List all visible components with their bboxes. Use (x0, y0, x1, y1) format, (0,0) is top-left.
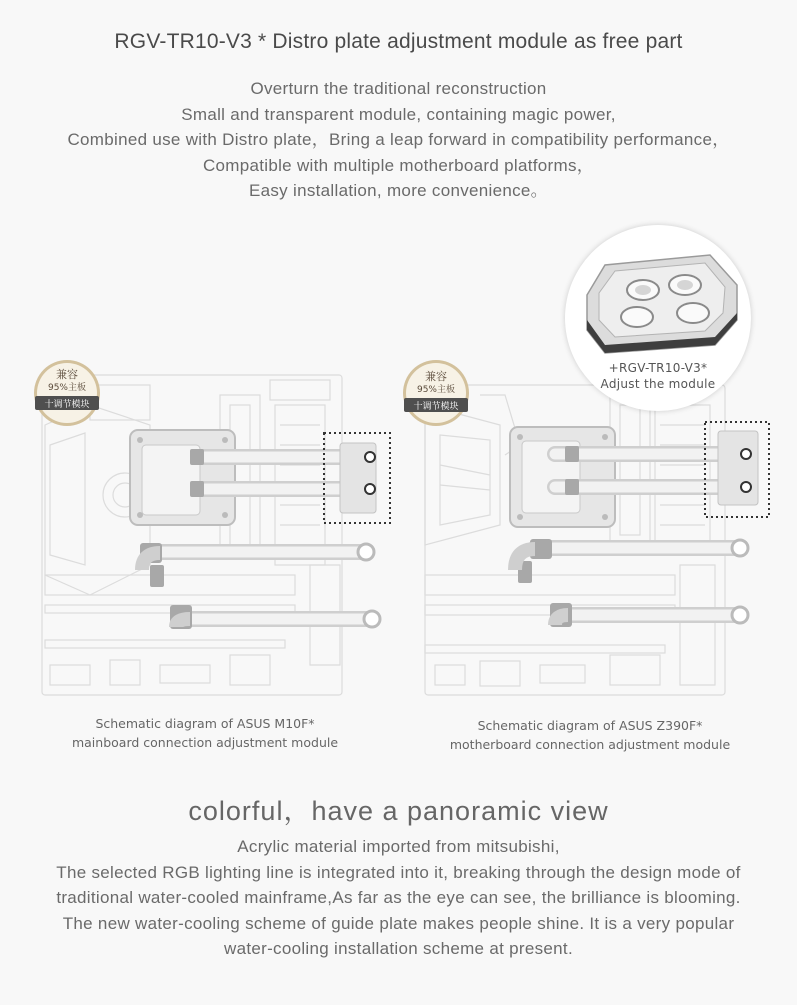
badge-line1: 兼容 (425, 370, 447, 383)
section-body (0, 834, 797, 962)
badge-line1: 兼容 (56, 368, 78, 381)
intro-line: Overturn the traditional reconstruction (250, 79, 547, 98)
callout-model: +RGV-TR10-V3* (608, 361, 708, 375)
badge-line2: 95%主板 (47, 383, 86, 393)
caption-line: Schematic diagram of ASUS Z390F* (477, 718, 703, 733)
body-line: water-cooling installation scheme at present. (224, 939, 573, 958)
left-diagram-caption (20, 714, 390, 752)
body-line: Acrylic material imported from mitsubishi, (237, 837, 560, 856)
intro-text (0, 76, 797, 204)
intro-line: Combined use with Distro plate，Bring a leap forward in compatibility performance， (67, 130, 730, 149)
caption-line: mainboard connection adjustment module (71, 735, 339, 750)
compatibility-badge-right (401, 358, 471, 428)
body-line: traditional water-cooled mainframe,As far as the eye can see, the brilliance is blooming. (56, 888, 741, 907)
badge-line3: 十调节模块 (413, 402, 459, 412)
callout-description: Adjust the module (600, 377, 716, 391)
compatibility-badge-left (32, 358, 102, 428)
intro-line: Easy installation, more convenience。 (248, 181, 548, 200)
body-line: The selected RGB lighting line is integrated into it, breaking through the design mode of (56, 862, 741, 882)
intro-line: Compatible with multiple motherboard platforms， (202, 155, 595, 175)
section-heading: colorful，have a panoramic view (188, 796, 609, 826)
right-diagram-caption (405, 716, 775, 754)
badge-line2: 95%主板 (416, 385, 455, 395)
intro-line: Small and transparent module, containing magic power, (181, 104, 616, 124)
body-line: The new water-cooling scheme of guide plate makes people shine. It is a very popular (62, 913, 735, 933)
badge-line3: 十调节模块 (44, 400, 90, 410)
caption-line: Schematic diagram of ASUS M10F* (95, 716, 315, 731)
module-callout (565, 225, 751, 411)
page-title: RGV-TR10-V3 * Distro plate adjustment module as free part (114, 30, 683, 53)
caption-line: motherboard connection adjustment module (449, 737, 731, 752)
